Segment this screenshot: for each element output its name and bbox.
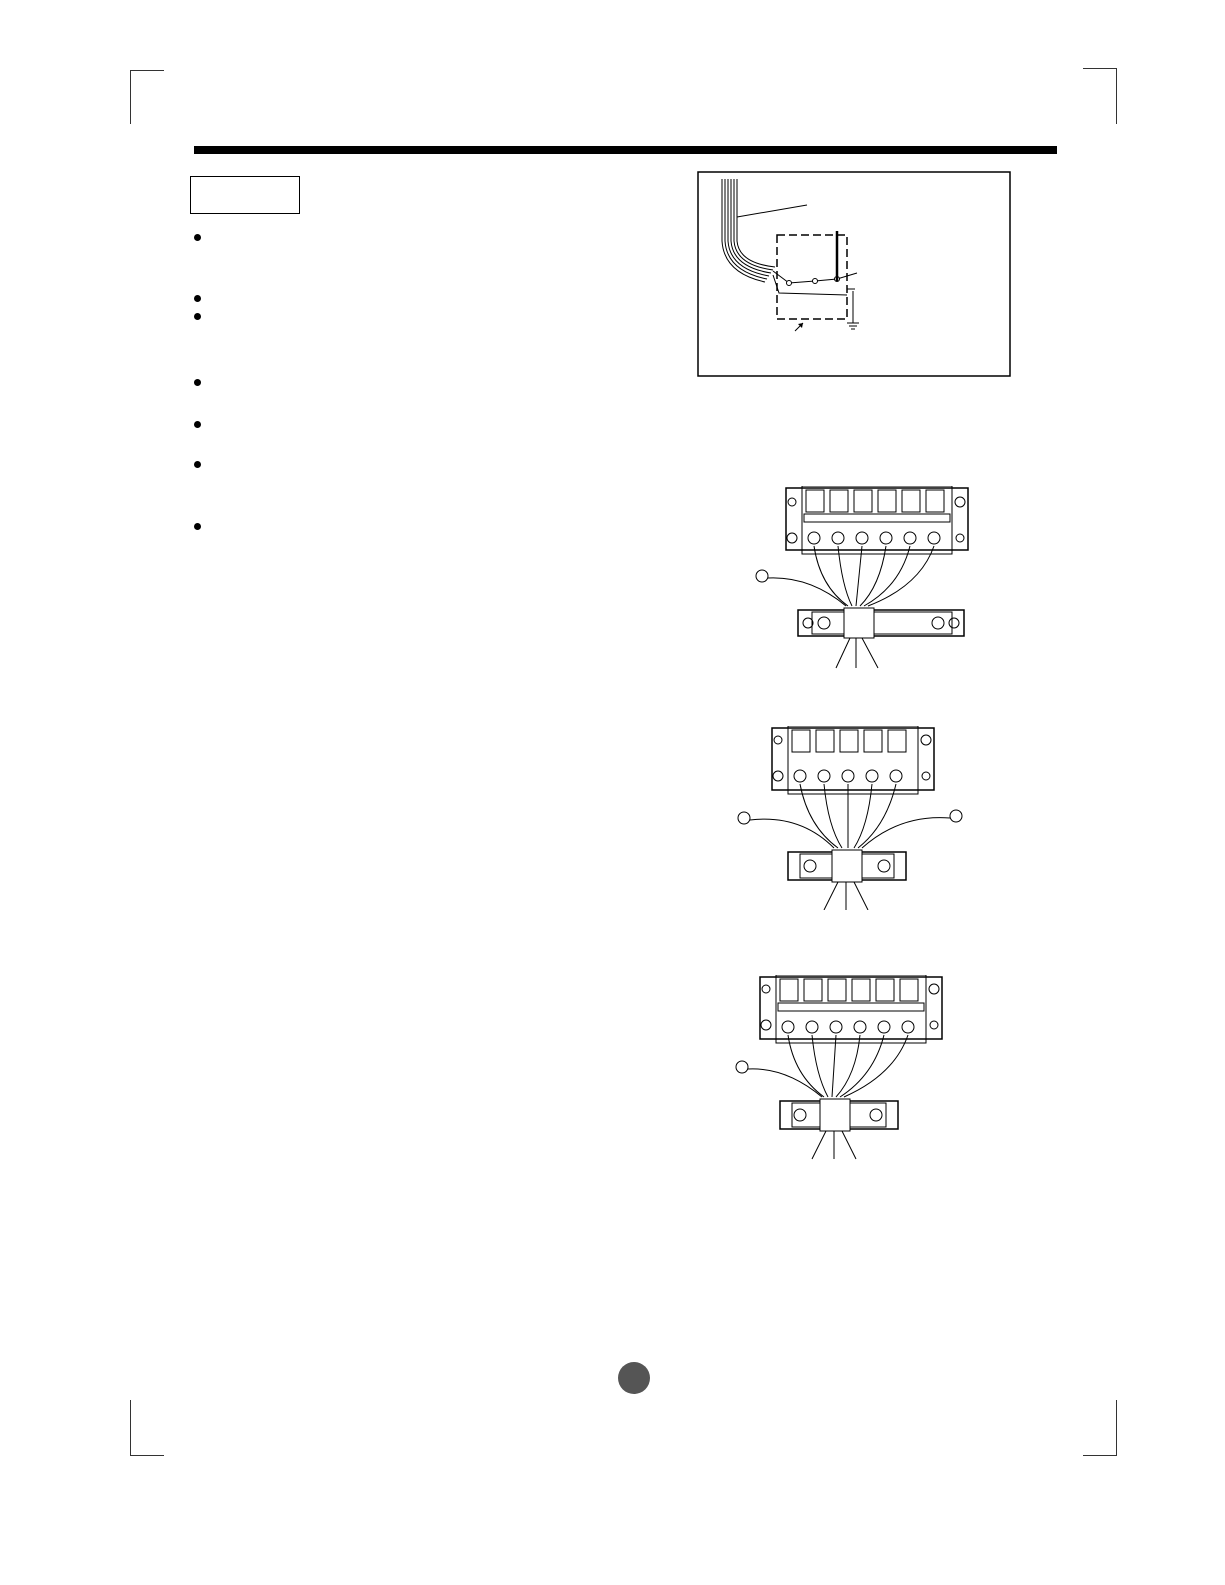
crop-mark-bottom-left-h	[130, 1455, 164, 1456]
bullet-2	[194, 295, 201, 302]
bullet-3	[194, 313, 201, 320]
crop-mark-top-right-v	[1116, 68, 1117, 124]
crop-mark-top-left-v	[130, 70, 131, 124]
terminal-block-5	[730, 726, 970, 910]
bullet-1	[194, 234, 201, 241]
crop-mark-bottom-right-h	[1083, 1455, 1117, 1456]
cable-termination-diagram	[697, 171, 1011, 377]
caution-label-box	[190, 176, 300, 214]
bullet-6	[194, 461, 201, 468]
crop-mark-bottom-right-v	[1116, 1400, 1117, 1456]
crop-mark-top-right-h	[1083, 68, 1117, 69]
crop-mark-bottom-left-v	[130, 1400, 131, 1456]
bullet-4	[194, 379, 201, 386]
page-number-badge	[618, 1362, 650, 1394]
header-rule	[194, 146, 1057, 154]
terminal-block-6-bottom	[734, 975, 966, 1161]
bullet-7	[194, 523, 201, 530]
crop-mark-top-left-h	[130, 70, 164, 71]
terminal-block-6-top	[750, 486, 980, 670]
bullet-5	[194, 421, 201, 428]
